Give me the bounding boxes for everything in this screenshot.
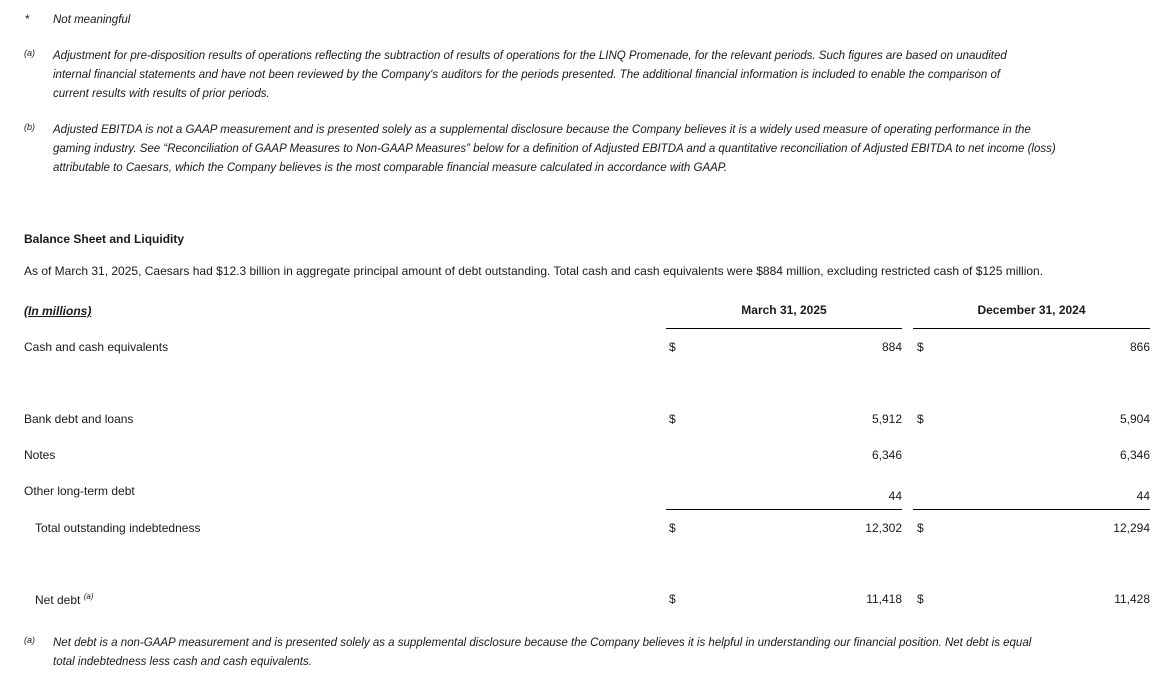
section-title: Balance Sheet and Liquidity [24, 232, 185, 246]
footnote-a-marker: (a) [24, 48, 35, 58]
currency-symbol: $ [669, 340, 676, 354]
footnote-b-line-2: gaming industry. See “Reconciliation of GAAP Measures to Non-GAAP Measures” below for a definition of Adjusted EBITDA and a quantitative reconciliation of Adjusted EBITDA to net income (loss) [53, 143, 1056, 155]
bank-debt-march-2025: 5,912 [871, 412, 902, 426]
footnote-star-marker: * [25, 12, 30, 26]
footnote-a-line-2: internal financial statements and have not been reviewed by the Company's auditors for the periods presented. The additional financial information is included to enable the comparison of [53, 69, 1001, 81]
row-label-notes: Notes [24, 448, 56, 462]
subtotal-rule-col1 [666, 509, 902, 510]
net-debt-label: Net debt [35, 593, 81, 607]
currency-symbol: $ [669, 521, 676, 535]
notes-march-2025: 6,346 [871, 448, 902, 462]
currency-symbol: $ [669, 592, 676, 606]
row-label-other-debt: Other long-term debt [24, 484, 135, 498]
section-paragraph: As of March 31, 2025, Caesars had $12.3 billion in aggregate principal amount of debt outstanding. Total cash and cash equivalents were $884 million, excluding restricted cash of $125 million. [24, 264, 1044, 278]
cash-march-2025: 884 [881, 340, 902, 354]
footnote-b-line-3: attributable to Caesars, which the Company believes is the most comparable financial measure calculated in accordance with GAAP. [53, 162, 728, 174]
bottom-footnote-line-2: total indebtedness less cash and cash equivalents. [53, 656, 312, 668]
col-header-march-2025: March 31, 2025 [741, 303, 827, 317]
footnote-a-line-3: current results with results of prior periods. [53, 88, 270, 100]
subtotal-rule-col2 [913, 509, 1150, 510]
total-indebtedness-march-2025: 12,302 [865, 521, 902, 535]
header-rule-col1 [666, 328, 902, 329]
header-rule-col2 [913, 328, 1150, 329]
other-debt-march-2025: 44 [888, 489, 902, 503]
bank-debt-december-2024: 5,904 [1119, 412, 1150, 426]
currency-symbol: $ [917, 412, 924, 426]
footnote-b-marker: (b) [24, 122, 35, 132]
table-units-label: (In millions) [24, 304, 92, 318]
net-debt-december-2024: 11,428 [1114, 592, 1150, 606]
col-header-december-2024: December 31, 2024 [977, 303, 1086, 317]
currency-symbol: $ [917, 592, 924, 606]
footnote-a-line-1: Adjustment for pre-disposition results of operations reflecting the subtraction of results of operations for the LINQ Promenade, for the relevant periods. Such figures are based on unaudited [53, 50, 1007, 62]
bottom-footnote-line-1: Net debt is a non-GAAP measurement and is presented solely as a supplemental disclosure because the Company believes it is helpful in understanding our financial position. Net debt is equal [53, 637, 1032, 649]
currency-symbol: $ [917, 521, 924, 535]
notes-december-2024: 6,346 [1119, 448, 1150, 462]
bottom-footnote-marker: (a) [24, 635, 35, 645]
row-label-cash: Cash and cash equivalents [24, 340, 169, 354]
net-debt-march-2025: 11,418 [866, 592, 902, 606]
net-debt-footnote-ref: (a) [83, 592, 94, 601]
footnote-star-text: Not meaningful [53, 14, 131, 26]
cash-december-2024: 866 [1129, 340, 1150, 354]
currency-symbol: $ [917, 340, 924, 354]
total-indebtedness-december-2024: 12,294 [1113, 521, 1150, 535]
row-label-total-indebtedness: Total outstanding indebtedness [35, 521, 201, 535]
row-label-net-debt [35, 592, 94, 607]
row-label-bank-debt: Bank debt and loans [24, 412, 134, 426]
other-debt-december-2024: 44 [1136, 489, 1150, 503]
currency-symbol: $ [669, 412, 676, 426]
footnote-b-line-1: Adjusted EBITDA is not a GAAP measurement and is presented solely as a supplemental disclosure because the Company believes it is a widely used measure of operating performance in the [53, 124, 1031, 136]
